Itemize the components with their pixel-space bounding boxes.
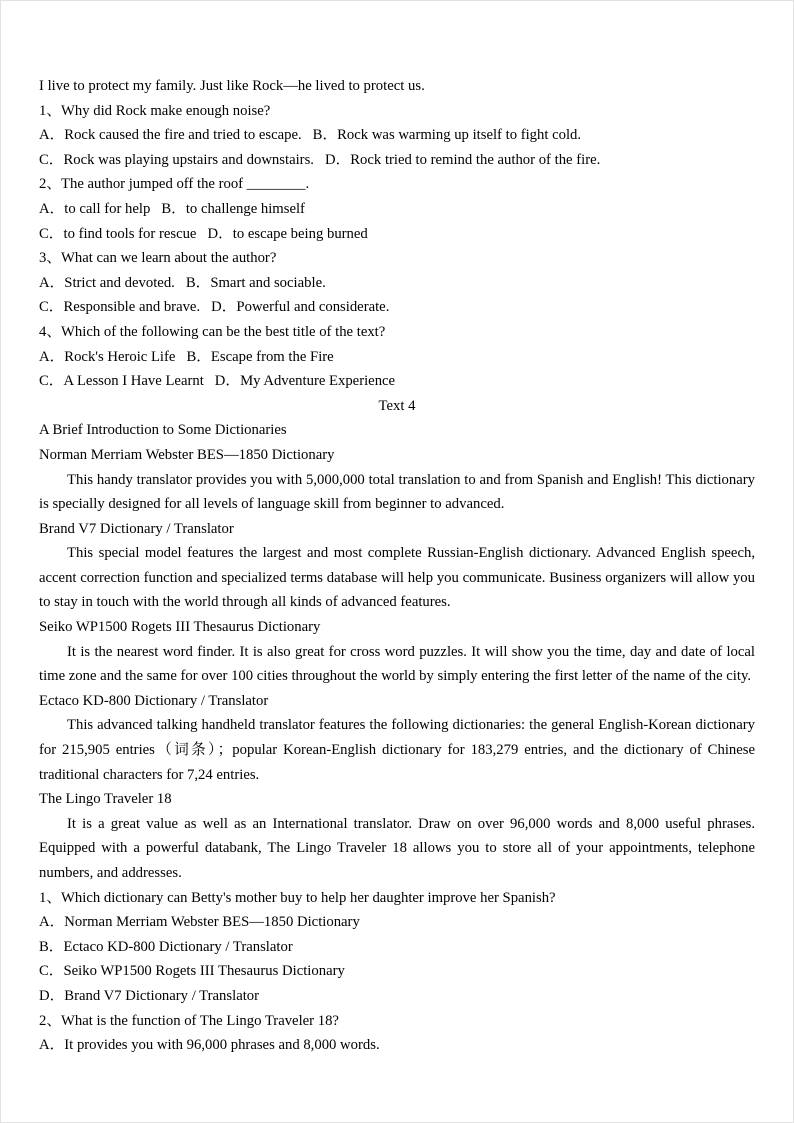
paragraph: This handy translator provides you with 5,000,000 total translation to and from Spanish and English! This dictionary is specially designed for all levels of language skill from beginner to advanced. <box>39 471 755 513</box>
text-line: A．to call for help B．to challenge himself <box>39 200 305 217</box>
text-line: 3、What can we learn about the author? <box>39 250 277 267</box>
text-line: Norman Merriam Webster BES—1850 Dictionary <box>39 446 335 463</box>
text-line: C．Responsible and brave. D．Powerful and considerate. <box>39 299 390 316</box>
text-line: A Brief Introduction to Some Dictionaries <box>39 422 287 439</box>
text-line: 4、Which of the following can be the best title of the text? <box>39 323 386 340</box>
text-line: C．A Lesson I Have Learnt D．My Adventure Experience <box>39 373 396 390</box>
paragraph: It is the nearest word finder. It is also great for cross word puzzles. It will show you the time, day and date of local time zone and the same for over 100 cities throughout the world by simply entering the first letter of the name of the city. <box>39 643 755 685</box>
text-line: Ectaco KD-800 Dictionary / Translator <box>39 692 269 709</box>
paragraph: It is a great value as well as an International translator. Draw on over 96,000 words and 8,000 useful phrases. Equipped with a powerful databank, The Lingo Traveler 18 allows you to store all of your appointments, telephone numbers, and addresses. <box>39 815 755 881</box>
text-line: A．Rock caused the fire and tried to escape. B．Rock was warming up itself to fight cold. <box>39 127 582 144</box>
text-line: I live to protect my family. Just like Rock—he lived to protect us. <box>39 78 425 94</box>
text-line: 2、The author jumped off the roof ________. <box>39 176 310 193</box>
text-line: A．Norman Merriam Webster BES—1850 Dictionary <box>39 914 360 931</box>
text-line: D．Brand V7 Dictionary / Translator <box>39 987 260 1004</box>
text-line: C．Seiko WP1500 Rogets III Thesaurus Dictionary <box>39 963 345 980</box>
text-line: 1、Which dictionary can Betty's mother buy to help her daughter improve her Spanish? <box>39 889 556 906</box>
text-line: 2、What is the function of The Lingo Traveler 18? <box>39 1012 339 1029</box>
section-title: Text 4 <box>378 397 416 414</box>
text-line: 1、Why did Rock make enough noise? <box>39 102 271 119</box>
text-line: A．It provides you with 96,000 phrases and 8,000 words. <box>39 1037 380 1054</box>
text-line: Brand V7 Dictionary / Translator <box>39 520 234 537</box>
text-line: B．Ectaco KD-800 Dictionary / Translator <box>39 938 293 955</box>
text-line: C．Rock was playing upstairs and downstairs. D．Rock tried to remind the author of the fire. <box>39 151 601 168</box>
text-line: A．Rock's Heroic Life B．Escape from the Fire <box>39 348 334 365</box>
text-line: Seiko WP1500 Rogets III Thesaurus Dictionary <box>39 619 321 636</box>
text-line: The Lingo Traveler 18 <box>39 791 172 808</box>
text-line: A．Strict and devoted. B．Smart and sociable. <box>39 274 326 291</box>
paragraph: This special model features the largest and most complete Russian-English dictionary. Advanced English speech, accent correction function and specialized terms database will help you communicate. Business organizers will allow you to stay in touch with the world through all kinds of advanced features. <box>39 545 755 611</box>
paragraph: This advanced talking handheld translator features the following dictionaries: the general English-Korean dictionary for 215,905 entries（词条）；popular Korean-English dictionary for 183,279 entries, and the dictionary of Chinese traditional characters for 7,24 entries. <box>39 717 755 783</box>
text-line: C．to find tools for rescue D．to escape being burned <box>39 225 368 242</box>
